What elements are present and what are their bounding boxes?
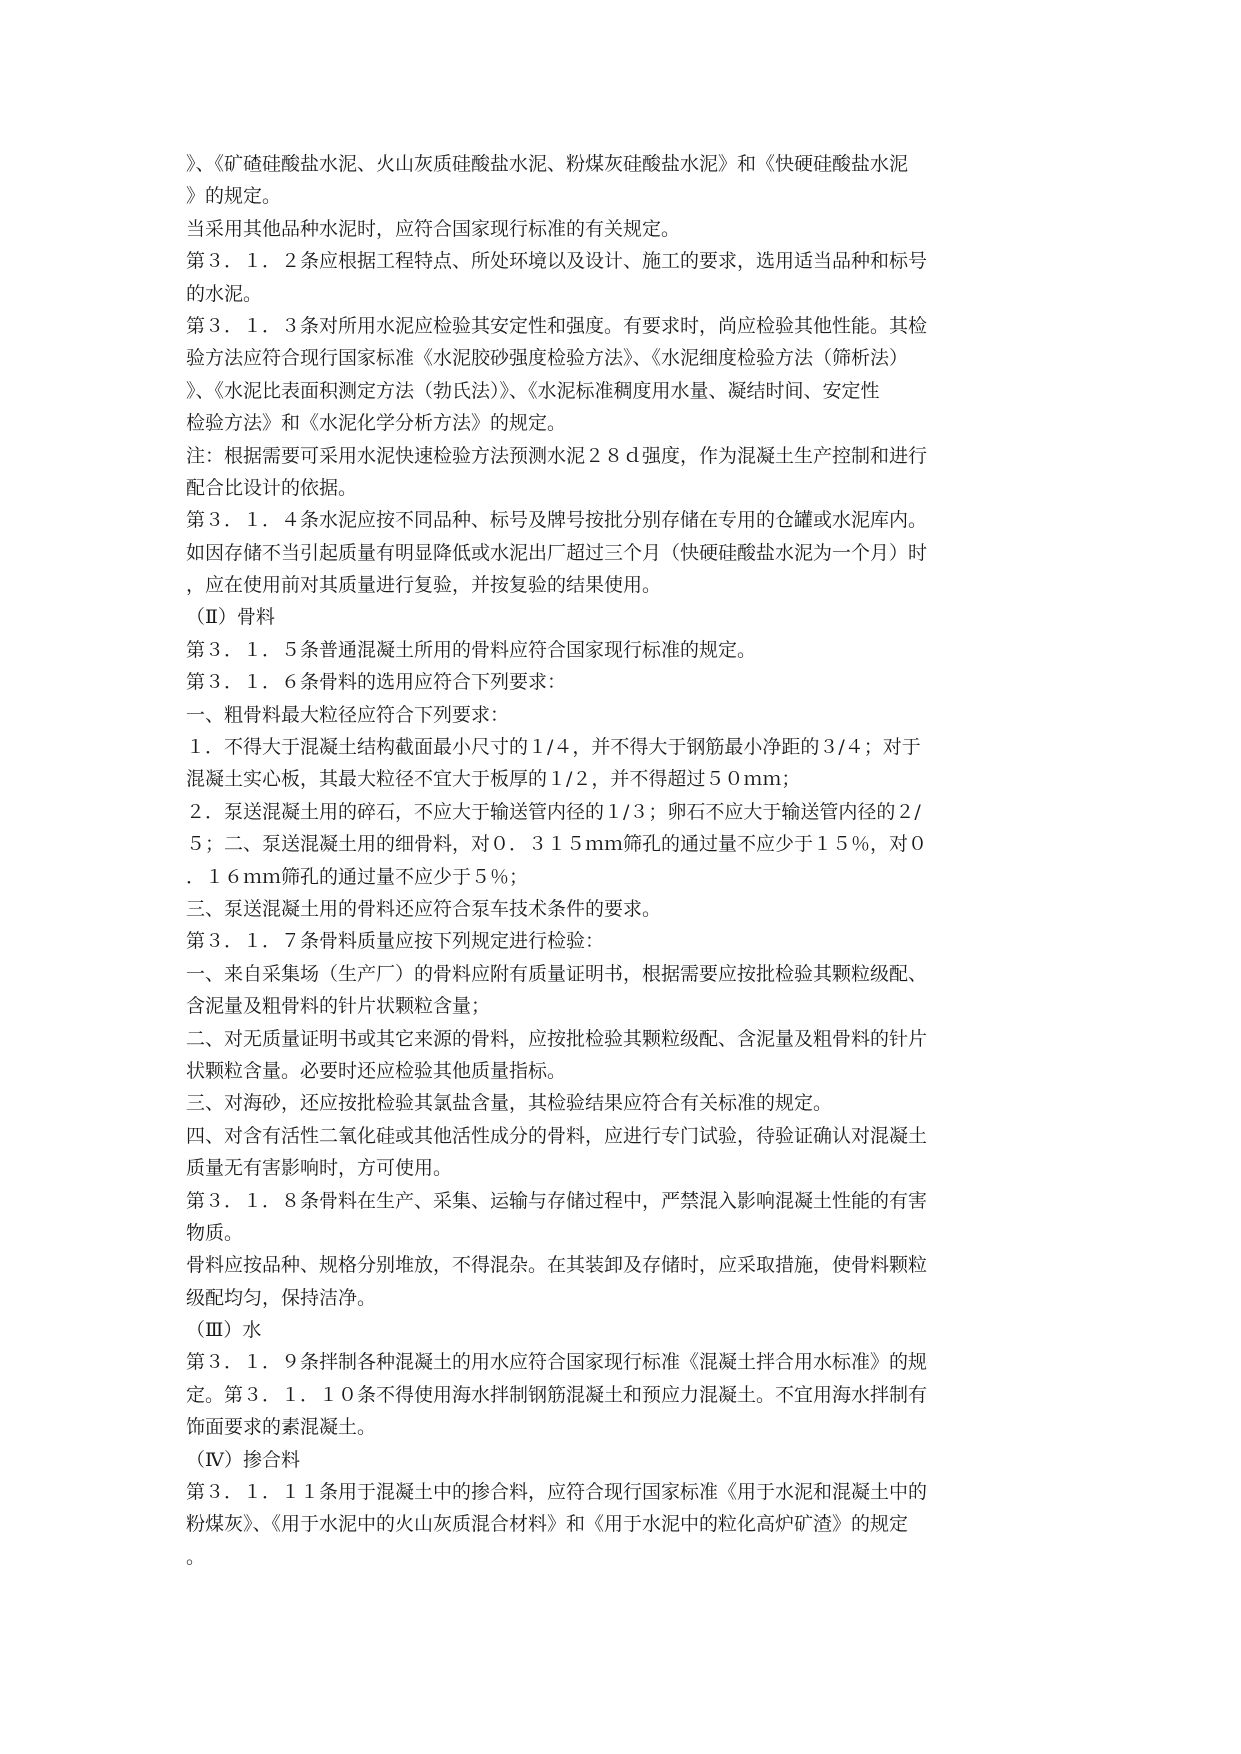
text-line: 》、《矿碴硅酸盐水泥、火山灰质硅酸盐水泥、粉煤灰硅酸盐水泥》和《快硬硅酸盐水泥 xyxy=(186,153,909,175)
text-line: ．１６ｍｍ筛孔的通过量不应少于５％； xyxy=(186,865,529,888)
text-line: ２．泵送混凝土用的碎石，不应大于输送管内径的１/３；卵石不应大于输送管内径的２/ xyxy=(186,800,921,823)
text-line: 第３．１．１１条用于混凝土中的掺合料，应符合现行国家标准《用于水泥和混凝土中的 xyxy=(186,1481,928,1504)
text-line: 如因存储不当引起质量有明显降低或水泥出厂超过三个月（快硬硅酸盐水泥为一个月）时 xyxy=(186,541,928,564)
text-line: 骨料应按品种、规格分别堆放，不得混杂。在其装卸及存储时，应采取措施，使骨料颗粒 xyxy=(186,1254,928,1277)
text-line: 二、对无质量证明书或其它来源的骨料，应按批检验其颗粒级配、含泥量及粗骨料的针片 xyxy=(186,1027,928,1050)
text-line: 。 xyxy=(186,1545,206,1568)
document-body xyxy=(186,148,1054,1573)
text-line: 第３．１．５条普通混凝土所用的骨料应符合国家现行标准的规定。 xyxy=(186,638,757,661)
text-line: 》的规定。 xyxy=(186,185,282,208)
text-line: 定。第３．１．１０条不得使用海水拌制钢筋混凝土和预应力混凝土。不宜用海水拌制有 xyxy=(186,1383,928,1406)
text-line: 第３．１．２条应根据工程特点、所处环境以及设计、施工的要求，选用适当品种和标号 xyxy=(186,250,928,273)
text-line: 混凝土实心板，其最大粒径不宜大于板厚的１/２，并不得超过５０ｍｍ； xyxy=(186,768,801,791)
text-line: 含泥量及粗骨料的针片状颗粒含量； xyxy=(186,995,491,1018)
text-line: 注：根据需要可采用水泥快速检验方法预测水泥２８ｄ强度，作为混凝土生产控制和进行 xyxy=(186,444,928,467)
text-line: 第３．１．７条骨料质量应按下列规定进行检验： xyxy=(186,930,605,953)
text-line: （Ⅳ）掺合料 xyxy=(186,1448,300,1471)
text-line: 检验方法》和《水泥化学分析方法》的规定。 xyxy=(186,412,567,435)
text-line: ５；二、泵送混凝土用的细骨料，对０．３１５ｍｍ筛孔的通过量不应少于１５％，对０ xyxy=(186,833,928,856)
text-line: 第３．１．６条骨料的选用应符合下列要求： xyxy=(186,671,567,694)
text-line: ，应在使用前对其质量进行复验，并按复验的结果使用。 xyxy=(186,574,662,597)
text-line: 饰面要求的素混凝土。 xyxy=(186,1416,377,1439)
text-line: 质量无有害影响时，方可使用。 xyxy=(186,1157,453,1180)
text-line: 一、粗骨料最大粒径应符合下列要求： xyxy=(186,703,510,726)
text-line: 第３．１．９条拌制各种混凝土的用水应符合国家现行标准《混凝土拌合用水标准》的规 xyxy=(186,1351,928,1374)
text-line: 验方法应符合现行国家标准《水泥胶砂强度检验方法》、《水泥细度检验方法（筛析法） xyxy=(186,347,909,370)
text-line: 物质。 xyxy=(186,1221,244,1244)
text-line: 一、来自采集场（生产厂）的骨料应附有质量证明书，根据需要应按批检验其颗粒级配、 xyxy=(186,962,928,985)
text-line: （Ⅲ）水 xyxy=(186,1319,262,1342)
text-line: 四、对含有活性二氧化硅或其他活性成分的骨料，应进行专门试验，待验证确认对混凝土 xyxy=(186,1124,928,1147)
text-line: 配合比设计的依据。 xyxy=(186,476,358,499)
text-line: 的水泥。 xyxy=(186,282,263,305)
text-line: 三、对海砂，还应按批检验其氯盐含量，其检验结果应符合有关标准的规定。 xyxy=(186,1092,833,1115)
text-line: 当采用其他品种水泥时，应符合国家现行标准的有关规定。 xyxy=(186,217,681,240)
text-line: 三、泵送混凝土用的骨料还应符合泵车技术条件的要求。 xyxy=(186,897,662,920)
text-line: 第３．１．３条对所用水泥应检验其安定性和强度。有要求时，尚应检验其他性能。其检 xyxy=(186,314,928,337)
text-line: 粉煤灰》、《用于水泥中的火山灰质混合材料》和《用于水泥中的粒化高炉矿渣》的规定 xyxy=(186,1513,909,1536)
text-line: 级配均匀，保持洁净。 xyxy=(186,1286,377,1309)
text-line: １．不得大于混凝土结构截面最小尺寸的１/４，并不得大于钢筋最小净距的３/４；对于 xyxy=(186,736,921,759)
text-line: 》、《水泥比表面积测定方法（勃氏法）》、《水泥标准稠度用水量、凝结时间、安定性 xyxy=(186,379,880,402)
text-line: 状颗粒含量。必要时还应检验其他质量指标。 xyxy=(186,1059,567,1082)
text-line: 第３．１．４条水泥应按不同品种、标号及牌号按批分别存储在专用的仓罐或水泥库内。 xyxy=(186,509,928,532)
text-line: 第３．１．８条骨料在生产、采集、运输与存储过程中，严禁混入影响混凝土性能的有害 xyxy=(186,1189,928,1212)
text-line: （Ⅱ）骨料 xyxy=(186,606,275,629)
